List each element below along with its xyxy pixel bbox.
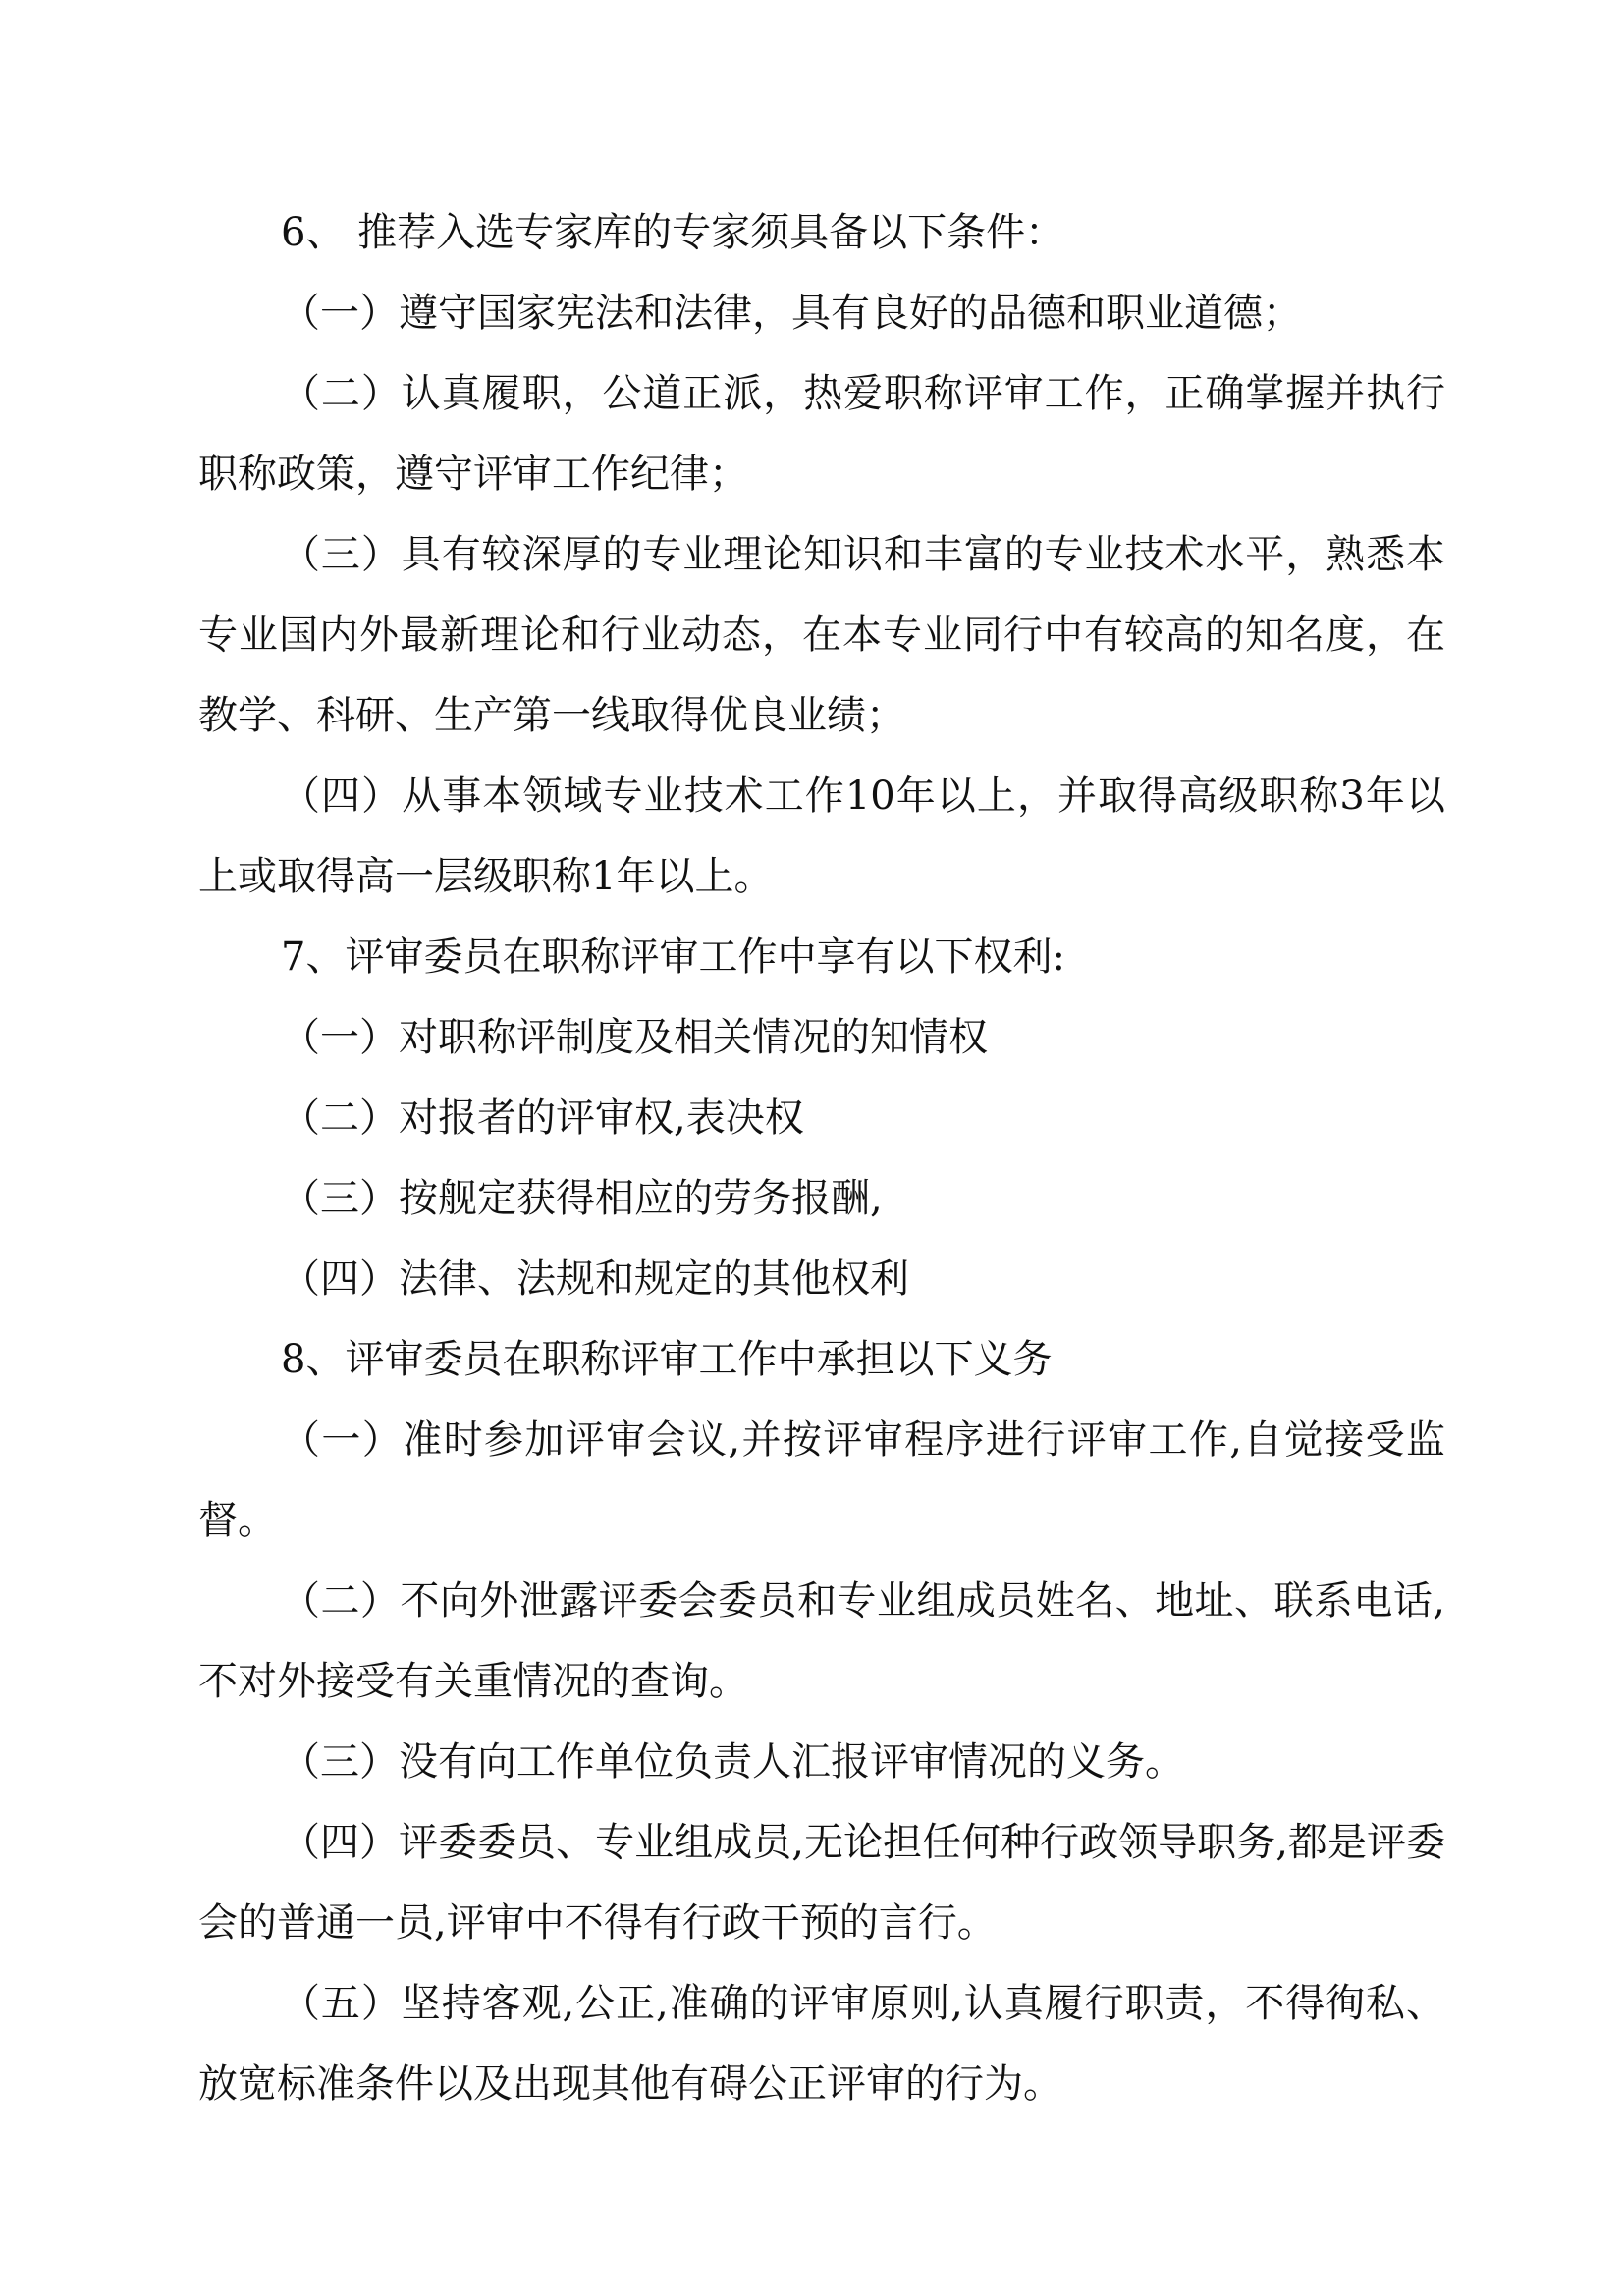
paragraph-condition-1: （一）遵守国家宪法和法律，具有良好的品德和职业道德； <box>281 291 1302 336</box>
paragraph-right-4: （四）法律、法规和规定的其他权利 <box>281 1256 909 1302</box>
paragraph-condition-4: （四）从事本领域专业技术工作10年以上，并取得高级职称3年以上或取得高一层级职称1年以上。 <box>198 774 1445 899</box>
paragraph-duty-3: （三）没有向工作单位负责人汇报评审情况的义务。 <box>281 1739 1184 1785</box>
paragraph-right-3: （三）按舰定获得相应的劳务报酬, <box>281 1176 883 1221</box>
paragraph-expert-conditions-heading: 6、 推荐入选专家库的专家须具备以下条件： <box>281 210 1065 255</box>
paragraph-duty-4: （四）评委委员、专业组成员,无论担任何种行政领导职务,都是评委会的普通一员,评审中不得有行政干预的言行。 <box>198 1820 1445 1946</box>
paragraph-duties-heading: 8、评审委员在职称评审工作中承担以下义务 <box>281 1337 1053 1382</box>
paragraph-duty-2: （二）不向外泄露评委会委员和专业组成员姓名、地址、联系电话,不对外接受有关重情况的查询。 <box>198 1578 1445 1704</box>
paragraph-duty-1: （一）准时参加评审会议,并按评审程序进行评审工作,自觉接受监督。 <box>198 1417 1445 1543</box>
paragraph-right-1: （一）对职称评制度及相关情况的知情权 <box>281 1015 988 1060</box>
paragraph-condition-2: （二）认真履职，公道正派，热爱职称评审工作，正确掌握并执行职称政策，遵守评审工作纪律； <box>198 371 1445 497</box>
paragraph-duty-5: （五）坚持客观,公正,准确的评审原则,认真履行职责，不得徇私、放宽标准条件以及出现其他有碍公正评审的行为。 <box>198 1981 1445 2107</box>
paragraph-rights-heading: 7、评审委员在职称评审工作中享有以下权利: <box>281 934 1065 980</box>
paragraph-right-2: （二）对报者的评审权,表决权 <box>281 1095 804 1141</box>
paragraph-condition-3: （三）具有较深厚的专业理论知识和丰富的专业技术水平，熟悉本专业国内外最新理论和行业动态，在本专业同行中有较高的知名度，在教学、科研、生产第一线取得优良业绩； <box>198 532 1445 738</box>
document-body <box>198 192 1445 2124</box>
